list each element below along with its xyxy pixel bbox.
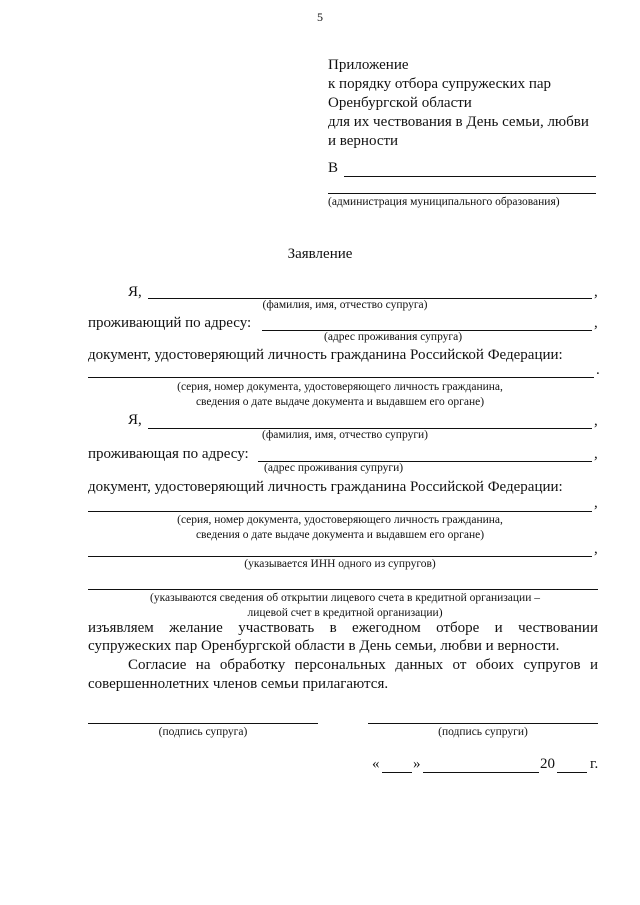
statement-line-2: супружеских пар Оренбургской области в День семьи, любви и верности.	[88, 638, 560, 654]
inn-field[interactable]	[88, 556, 592, 557]
bank-account-caption-2: лицевой счет в кредитной организации)	[247, 607, 443, 619]
date-day-field[interactable]	[382, 772, 412, 773]
wife-id-caption-1: (серия, номер документа, удостоверяющего личность гражданина,	[177, 514, 503, 526]
bank-account-caption-1: (указываются сведения об открытии лицевого счета в кредитной организации –	[150, 592, 540, 604]
appendix-block	[328, 56, 589, 151]
wife-id-doc-field[interactable]	[88, 511, 592, 512]
appendix-line-3: для их чествования в День семьи, любви	[328, 114, 589, 130]
husband-address-comma: ,	[594, 315, 598, 331]
wife-address-comma: ,	[594, 446, 598, 462]
addressee-caption: (администрация муниципального образования)	[328, 196, 560, 208]
husband-name-comma: ,	[594, 284, 598, 300]
husband-name-caption: (фамилия, имя, отчество супруга)	[262, 299, 428, 311]
inn-caption: (указывается ИНН одного из супругов)	[244, 558, 436, 570]
date-year-field[interactable]	[557, 772, 587, 773]
date-open-quote: «	[372, 756, 380, 772]
appendix-line-2: Оренбургской области	[328, 95, 472, 111]
addressee-prefix: В	[328, 160, 339, 176]
appendix-title: Приложение	[328, 57, 409, 73]
wife-signature-field[interactable]	[368, 723, 598, 724]
wife-i-label: Я,	[128, 412, 142, 428]
husband-id-caption-1: (серия, номер документа, удостоверяющего личность гражданина,	[177, 381, 503, 393]
date-month-field[interactable]	[423, 772, 539, 773]
husband-i-label: Я,	[128, 284, 142, 300]
wife-id-caption-2: сведения о дате выдаче документа и выдавшем его органе)	[195, 529, 485, 541]
inn-comma: ,	[594, 541, 598, 557]
appendix-line-4: и верности	[328, 133, 399, 149]
wife-name-comma: ,	[594, 413, 598, 429]
date-year-suffix: г.	[590, 756, 599, 772]
husband-address-label: проживающий по адресу:	[88, 315, 252, 331]
consent-line-2: совершеннолетних членов семьи прилагаются.	[88, 676, 389, 692]
husband-id-caption-2: сведения о дате выдаче документа и выдавшем его органе)	[195, 396, 485, 408]
husband-id-doc-label: документ, удостоверяющий личность гражданина Российской Федерации:	[88, 347, 563, 363]
husband-id-doc-field[interactable]	[88, 377, 594, 378]
husband-signature-field[interactable]	[88, 723, 318, 724]
bank-account-field[interactable]	[88, 589, 598, 590]
wife-id-caption	[0, 513, 640, 543]
husband-id-caption	[0, 380, 640, 410]
wife-id-doc-label: документ, удостоверяющий личность гражданина Российской Федерации:	[88, 479, 563, 495]
statement-line-1: изъявляем желание участвовать в ежегодном отборе и чествовании	[88, 620, 598, 636]
addressee-line-1[interactable]	[344, 176, 596, 177]
wife-signature-caption: (подпись супруги)	[438, 726, 528, 738]
husband-address-caption: (адрес проживания супруга)	[324, 331, 463, 343]
date-year-prefix: 20	[540, 756, 555, 772]
document-title: Заявление	[287, 246, 353, 262]
page-number: 5	[317, 10, 323, 24]
wife-name-caption: (фамилия, имя, отчество супруги)	[261, 429, 429, 441]
bank-account-caption	[0, 591, 640, 621]
husband-signature-caption: (подпись супруга)	[158, 726, 248, 738]
husband-id-doc-period: .	[596, 362, 600, 378]
wife-address-label: проживающая по адресу:	[88, 446, 249, 462]
wife-id-doc-comma: ,	[594, 495, 598, 511]
consent-line-1: Согласие на обработку персональных данных от обоих супругов и	[128, 657, 598, 673]
date-close-quote: »	[413, 756, 421, 772]
wife-address-caption: (адрес проживания супруги)	[264, 462, 404, 474]
appendix-line-1: к порядку отбора супружеских пар	[328, 76, 552, 92]
addressee-line-2[interactable]	[328, 193, 596, 194]
